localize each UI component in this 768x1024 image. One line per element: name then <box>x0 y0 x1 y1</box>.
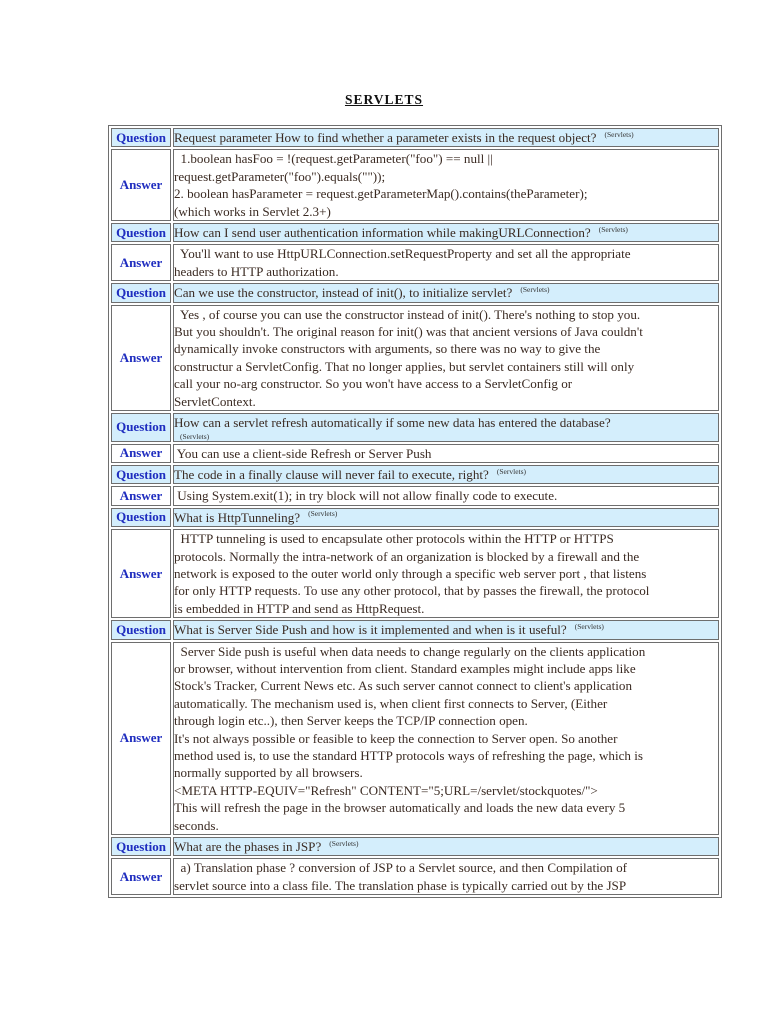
answer-line: a) Translation phase ? conversion of JSP to a Servlet source, and then Compilation of <box>174 860 627 876</box>
answer-label: Answer <box>111 529 171 618</box>
question-text: How can I send user authentication information while makingURLConnection? <box>174 225 591 241</box>
answer-label: Answer <box>111 244 171 281</box>
answer-line: seconds. <box>174 817 219 833</box>
answer-cell <box>173 149 719 221</box>
answer-line: servlet source into a class file. The translation phase is typically carried out by the JSP <box>174 877 627 893</box>
answer-line: for only HTTP requests. To use any other protocol, that by passes the firewall, the protocol <box>174 583 650 599</box>
question-cell <box>173 837 719 856</box>
question-row <box>111 837 719 856</box>
answer-line: <META HTTP-EQUIV="Refresh" CONTENT="5;URL=/servlet/stockquotes/"> <box>174 782 598 798</box>
answer-row <box>111 149 719 221</box>
answer-line: Yes , of course you can use the constructor instead of init(). There's nothing to stop you. <box>174 306 641 322</box>
question-row <box>111 223 719 242</box>
question-row <box>111 465 719 484</box>
category-tag: (Servlets) <box>496 466 527 476</box>
answer-line: call your no-arg constructor. So you won't have access to a ServletConfig or <box>174 376 573 392</box>
answer-row <box>111 642 719 835</box>
answer-label: Answer <box>111 444 171 463</box>
question-label: Question <box>111 223 171 242</box>
category-tag: (Servlets) <box>520 284 550 294</box>
answer-label: Answer <box>111 642 171 835</box>
answer-row <box>111 305 719 411</box>
answer-line: constructur a ServletConfig. That no longer applies, but servlet containers still will only <box>174 358 635 374</box>
answer-line: protocols. Normally the intra-network of an organization is blocked by a firewall and the <box>174 548 640 564</box>
answer-line: You can use a client-side Refresh or Server Push <box>174 445 432 461</box>
question-cell <box>173 283 719 302</box>
question-row <box>111 508 719 527</box>
answer-label: Answer <box>111 149 171 221</box>
question-label: Question <box>111 413 171 441</box>
answer-row <box>111 444 719 463</box>
question-label: Question <box>111 837 171 856</box>
answer-line: Using System.exit(1); in try block will not allow finally code to execute. <box>174 488 558 504</box>
answer-line: You'll want to use HttpURLConnection.setRequestProperty and set all the appropriate <box>174 246 631 262</box>
answer-row <box>111 486 719 505</box>
question-cell <box>173 620 719 639</box>
answer-cell <box>173 305 719 411</box>
answer-cell <box>173 529 719 618</box>
answer-line: or browser, without intervention from client. Standard examples might include apps like <box>174 660 636 676</box>
question-cell <box>173 413 719 441</box>
question-label: Question <box>111 465 171 484</box>
question-cell <box>173 223 719 242</box>
question-label: Question <box>111 283 171 302</box>
answer-row <box>111 858 719 895</box>
answer-line: normally supported by all browsers. <box>174 765 363 781</box>
category-tag: (Servlets) <box>308 509 338 519</box>
answer-label: Answer <box>111 305 171 411</box>
answer-line: automatically. The mechanism used is, when client first connects to Server, (Either <box>174 695 608 711</box>
question-text: Request parameter How to find whether a parameter exists in the request object? <box>174 130 597 145</box>
answer-line: 1.boolean hasFoo = !(request.getParameter("foo") == null || <box>174 151 493 167</box>
question-text: What is Server Side Push and how is it implemented and when is it useful? <box>174 622 567 638</box>
answer-line: (which works in Servlet 2.3+) <box>174 203 331 219</box>
answer-label: Answer <box>111 486 171 505</box>
question-text: The code in a finally clause will never fail to execute, right? <box>174 466 489 482</box>
answer-line: through login etc..), then Server keeps the TCP/IP connection open. <box>174 713 528 729</box>
question-text: What is HttpTunneling? <box>174 509 301 525</box>
answer-line: Server Side push is useful when data needs to change regularly on the clients application <box>174 643 646 659</box>
category-tag: (Servlets) <box>329 838 359 848</box>
question-text: Can we use the constructor, instead of init(), to initialize servlet? <box>174 285 513 301</box>
answer-line: request.getParameter("foo").equals("")); <box>174 168 386 184</box>
question-text: What are the phases in JSP? <box>174 839 322 855</box>
answer-line: is embedded in HTTP and send as HttpRequest. <box>174 600 425 616</box>
qa-table <box>108 125 722 898</box>
question-label: Question <box>111 508 171 527</box>
answer-label: Answer <box>111 858 171 895</box>
answer-cell <box>173 858 719 895</box>
category-tag: (Servlets) <box>598 224 628 234</box>
qa-table-body <box>111 128 719 895</box>
question-label: Question <box>111 620 171 639</box>
category-tag: (Servlets) <box>574 621 604 631</box>
question-cell <box>173 128 719 147</box>
answer-line: But you shouldn't. The original reason for init() was that ancient versions of Java couldn't <box>174 324 643 340</box>
category-tag: (Servlets) <box>180 431 210 441</box>
page-title: SERVLETS <box>344 92 424 107</box>
answer-line: ServletContext. <box>174 393 256 409</box>
answer-line: method used is, to use the standard HTTP protocols ways of refreshing the page, which is <box>174 748 643 763</box>
question-row <box>111 128 719 147</box>
answer-line: dynamically invoke constructors with arguments, so there was no way to give the <box>174 341 601 357</box>
answer-cell <box>173 486 719 505</box>
answer-cell <box>173 444 719 463</box>
answer-row <box>111 244 719 281</box>
question-row <box>111 413 719 441</box>
answer-row <box>111 529 719 618</box>
answer-line: 2. boolean hasParameter = request.getParameterMap().contains(theParameter); <box>174 186 588 202</box>
question-cell <box>173 465 719 484</box>
question-text: How can a servlet refresh automatically if some new data has entered the database? <box>174 415 611 431</box>
answer-line: headers to HTTP authorization. <box>174 263 339 279</box>
answer-line: It's not always possible or feasible to keep the connection to Server open. So another <box>174 730 618 746</box>
answer-cell <box>173 642 719 835</box>
answer-cell <box>173 244 719 281</box>
question-cell <box>173 508 719 527</box>
answer-line: HTTP tunneling is used to encapsulate other protocols within the HTTP or HTTPS <box>174 531 614 547</box>
question-row <box>111 620 719 639</box>
answer-line: This will refresh the page in the browser automatically and loads the new data every 5 <box>174 800 626 816</box>
category-tag: (Servlets) <box>604 129 634 139</box>
answer-line: Stock's Tracker, Current News etc. As such server cannot connect to client's application <box>174 678 632 694</box>
answer-line: network is exposed to the outer world only through a specific web server port , that listens <box>174 565 647 581</box>
question-label: Question <box>111 128 171 147</box>
question-row <box>111 283 719 302</box>
